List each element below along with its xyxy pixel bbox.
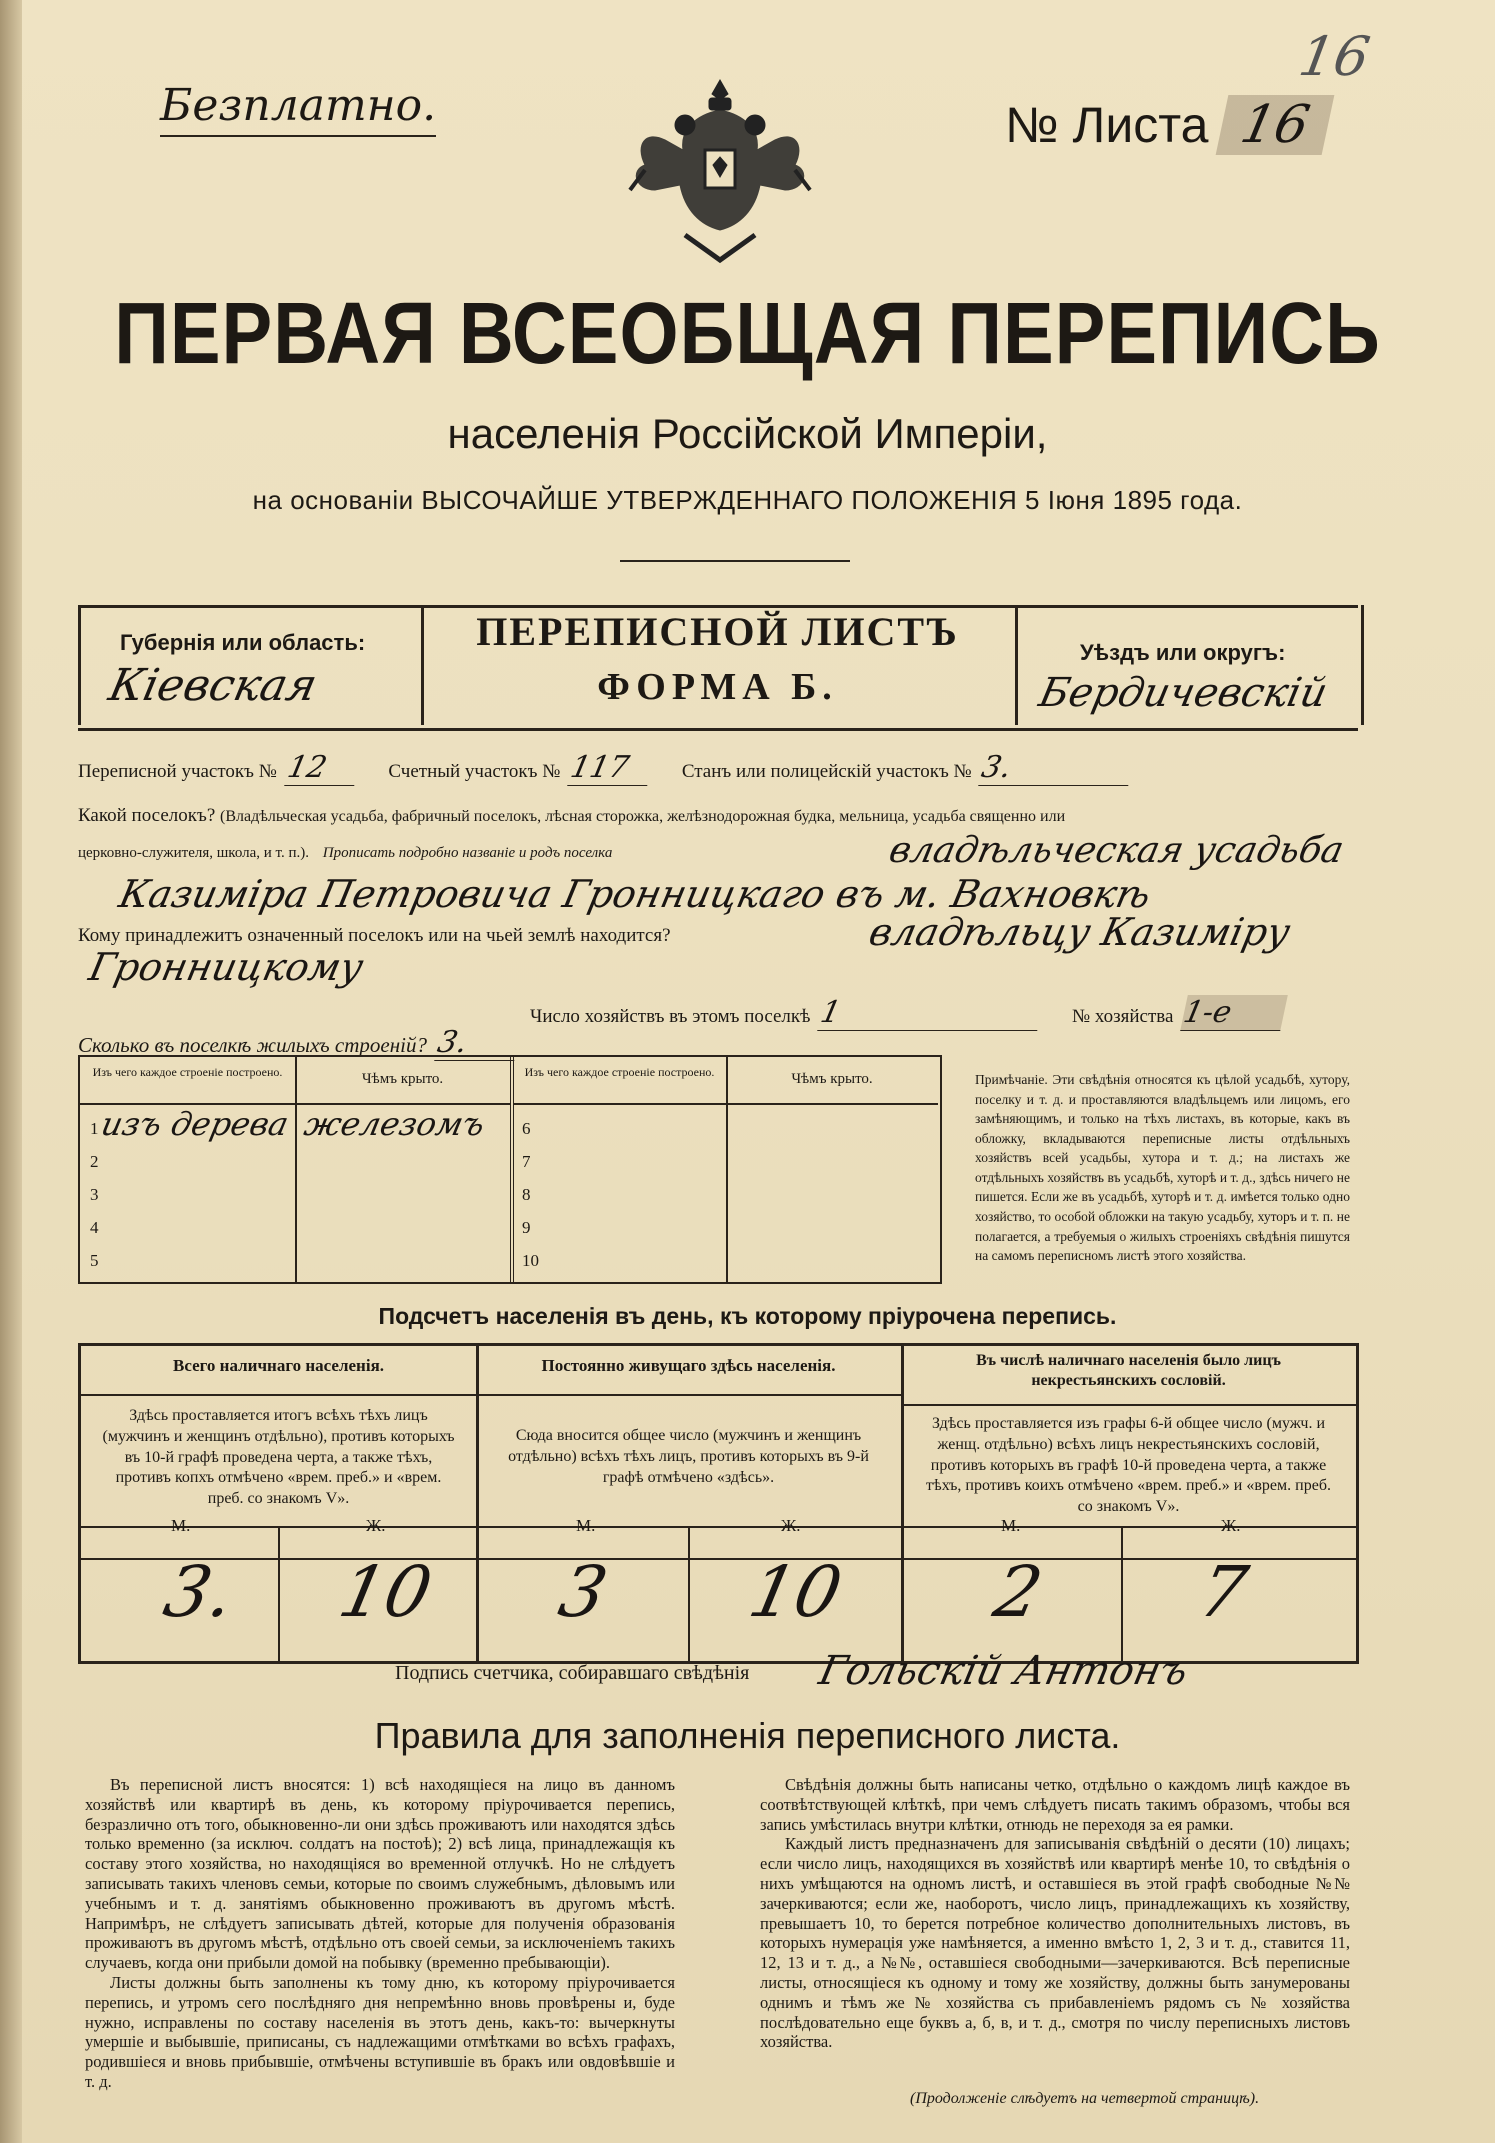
settlement-hint: (Владѣльческая усадьба, фабричный поселокъ, лѣсная сторожка, желѣзнодорожная будка, мельница, усадьба священно или <box>220 808 1066 825</box>
row-number: 1 <box>90 1119 99 1138</box>
owner-line <box>78 925 671 947</box>
f-label: Ж. <box>781 1516 801 1535</box>
buildings-label: Сколько въ поселкѣ жилыхъ строеній? <box>78 1033 427 1057</box>
col-material-header: Изъ чего каждое строеніе построено. <box>80 1057 295 1105</box>
form-title: ПЕРЕПИСНОЙ ЛИСТЪ <box>476 609 959 654</box>
count-col-desc: Здѣсь проставляется изъ графы 6-й общее число (мужч. и женщ. отдѣльно) всѣхъ лицъ некрестьянскихъ сословій, противъ которыхъ въ графѣ 10-й проведена черта, а также тѣхъ, противъ коихъ отмѣчено «врем. преб.» и «врем. преб. со знакомъ V». <box>926 1415 1331 1516</box>
household-no-value: 1-е <box>1180 995 1288 1031</box>
basis-line: на основаніи ВЫСОЧАЙШЕ УТВЕРЖДЕННАГО ПОЛОЖЕНІЯ 5 Іюня 1895 года. <box>252 485 1243 515</box>
buildings-col-roof-right <box>726 1057 938 1282</box>
m-label: М. <box>171 1516 191 1535</box>
rules-right-column <box>760 1775 1350 2052</box>
rules-paragraph: Каждый листъ предназначенъ для записыванія свѣдѣній о десяти (10) лицахъ; если число лицъ, находящихся въ хозяйствѣ или квартирѣ менѣе 10, то свѣдѣнія о нихъ умѣщаются на одномъ листѣ, и оставшіеся въ этой графѣ свободные №№ зачеркиваются; если же, наоборотъ, число лицъ, принадлежащихъ къ хозяйству, превышаетъ 10, то берется потребное количество дополнительныхъ листовъ, въ которыхъ нумерація уже намѣняется, а именно вмѣсто 1, 2, 3 и т. д., ставится 11, 12, 13 и т. д., а №№, оставшіеся свободными—зачеркиваются. Всѣ переписные листы, относящіеся къ одному и тому же хозяйству, должны быть занумерованы однимъ и тѣмъ же № хозяйства съ прибавленіемъ рядомъ съ № хозяйства послѣдовательно еще буквъ а, б, в, и т. д., смотря по числу переписныхъ листовъ хозяйства. <box>760 1834 1350 2052</box>
col-roof-header-2: Чѣмъ крыто. <box>726 1057 938 1105</box>
row1-roof: железомъ <box>300 1105 489 1143</box>
count-col-total <box>81 1346 479 1661</box>
district-line <box>78 750 1138 786</box>
page-corner-number: 16 <box>1294 25 1375 88</box>
households-value: 1 <box>817 995 1045 1031</box>
census-district-value: 12 <box>284 750 362 786</box>
rules-left-column <box>85 1775 675 2092</box>
row-number: 5 <box>90 1251 99 1270</box>
f-label: Ж. <box>366 1516 386 1535</box>
settlement-line <box>78 805 1065 827</box>
owner-question: Кому принадлежитъ означенный поселокъ или на чьей землѣ находится? <box>78 925 671 946</box>
province-label: Губернія или область: <box>120 630 366 655</box>
count-m-value: 2 <box>987 1551 1050 1633</box>
row-number: 3 <box>90 1185 99 1204</box>
form-name: ФОРМА Б. <box>597 666 838 708</box>
count-col-heading: Постоянно живущаго здѣсь населенія. <box>541 1356 836 1375</box>
divider <box>688 1526 690 1661</box>
f-label: Ж. <box>1221 1516 1241 1535</box>
divider <box>620 560 850 562</box>
row-number: 10 <box>522 1251 539 1270</box>
count-col-heading: Всего наличнаго населенія. <box>172 1356 385 1375</box>
buildings-col-roof-left <box>295 1057 514 1282</box>
row-number: 7 <box>522 1152 531 1171</box>
owner-hand-1: владѣльцу Казиміру <box>865 910 1295 954</box>
buildings-col-material-left <box>80 1057 297 1282</box>
divider <box>81 1394 476 1396</box>
row-number: 2 <box>90 1152 99 1171</box>
count-f-value: 7 <box>1192 1551 1255 1633</box>
note: Примѣчаніе. Эти свѣдѣнія относятся къ цѣлой усадьбѣ, хутору, поселку и т. д. и проставляются владѣльцемъ или лицомъ, его замѣняющимъ, и только на тѣхъ листахъ, въ которые, какъ въ обложку, вкладываются переписные листы отдѣльныхъ хозяйствъ всей усадьбы, хутора и т. д.; на листахъ же отдѣльныхъ хозяйствъ въ усадьбѣ, хуторѣ и т. д., здѣсь ничего не пишется. Если же въ усадьбѣ, хуторѣ и т. д. имѣется только одно хозяйство, то особой обложки на такую усадьбу, хуторъ и т. п. не полагается, а требуемыя о жилыхъ строеніяхъ свѣдѣнія пишутся на самомъ переписномъ листѣ этого хозяйства. <box>975 1072 1350 1264</box>
count-f-value: 10 <box>332 1551 439 1633</box>
buildings-table <box>78 1055 942 1284</box>
double-headed-eagle-icon <box>625 70 815 270</box>
m-label: М. <box>576 1516 596 1535</box>
count-col-heading: Въ числѣ наличнаго населенія было лицъ некрестьянскихъ сословій. <box>976 1352 1281 1389</box>
settlement-question: Какой поселокъ? <box>78 805 216 826</box>
owner-hand-2: Гронницкому <box>85 945 368 989</box>
right-row-numbers <box>522 1112 539 1277</box>
police-district-value: 3. <box>979 750 1137 786</box>
signature-value: Гольскій Антонъ <box>815 1648 1192 1694</box>
sheet-number-label: № Листа <box>1005 97 1209 153</box>
settlement-hand-2: Казиміра Петровича Гронницкаго въ м. Вахновкѣ <box>115 872 1155 916</box>
count-title: Подсчетъ населенія въ день, къ которому пріурочена перепись. <box>378 1303 1117 1329</box>
buildings-value: 3. <box>434 1025 522 1061</box>
divider <box>901 1404 1356 1406</box>
row1-material: изъ дерева <box>97 1105 292 1143</box>
col-roof-header: Чѣмъ крыто. <box>295 1057 510 1105</box>
m-label: М. <box>1001 1516 1021 1535</box>
row-number: 9 <box>522 1218 531 1237</box>
signature-label: Подпись счетчика, собиравшаго свѣдѣнія <box>395 1662 750 1684</box>
rules-paragraph: Листы должны быть заполнены къ тому дню, къ которому пріурочивается перепись, и утромъ сего послѣдняго дня непремѣнно вновь провѣрены и, буде нужно, исправлены по составу населенія въ этотъ день, какъ-то: вычеркнуты умершіе и выбывшіе, приписаны, съ надлежащими отмѣтками во всѣхъ графахъ, родившіеся и вновь прибывшіе, отмѣчены вступившіе въ бракъ или овдовѣвшіе и т. д. <box>85 1972 675 2091</box>
district-value: Бердичевскій <box>1035 670 1332 716</box>
settlement-instruction: Прописать подробно названіе и родъ поселка <box>322 845 613 861</box>
divider <box>901 1526 1356 1528</box>
province-value: Кіевская <box>104 660 322 711</box>
divider <box>1121 1526 1123 1661</box>
settlement-hint-2: церковно-служителя, школа, и т. п.). <box>78 845 309 861</box>
continued-note: (Продолженіе слѣдуетъ на четвертой страницѣ). <box>910 2090 1260 2107</box>
count-district-label: Счетный участокъ № <box>388 761 561 782</box>
col-material-header-2: Изъ чего каждое строеніе построено. <box>513 1057 726 1105</box>
count-f-value: 10 <box>742 1551 849 1633</box>
left-row-numbers <box>90 1112 99 1277</box>
households-line <box>530 995 1290 1031</box>
count-col-noncrest <box>901 1346 1356 1661</box>
sub-title: населенія Россійской Имперіи, <box>447 410 1048 457</box>
row-number: 4 <box>90 1218 99 1237</box>
main-title: ПЕРВАЯ ВСЕОБЩАЯ ПЕРЕПИСЬ <box>114 284 1381 383</box>
household-no-label: № хозяйства <box>1071 1006 1174 1027</box>
rules-paragraph: Въ переписной листъ вносятся: 1) всѣ находящіеся на лицо въ данномъ хозяйствѣ или квартирѣ въ день, къ которому пріурочивается перепись, безразлично отъ того, обыкновенно-ли они здѣсь проживаютъ или находятся здѣсь только временно (за исключ. солдатъ на постоѣ); 2) всѣ лица, принадлежащія къ составу этого хозяйства, но находящіяся во временной отлучкѣ. Но не слѣдуетъ записывать такихъ членовъ семьи, которые по своимъ служебнымъ, дѣловымъ или учебнымъ и т. д. занятіямъ обыкновенно проживаютъ въ другомъ мѣстѣ. Напримѣръ, не слѣдуетъ записывать дѣтей, которые для полученія образованія проживаютъ въ другомъ мѣстѣ, отдѣльно отъ своей семьи, за исключеніемъ такихъ случаевъ, когда они прибыли домой на побывку (временно пребывающіи). <box>85 1775 675 1973</box>
count-col-permanent <box>476 1346 904 1661</box>
divider <box>901 1558 1356 1560</box>
row-number: 6 <box>522 1119 531 1138</box>
census-district-label: Переписной участокъ № <box>78 761 277 782</box>
divider <box>278 1526 280 1661</box>
divider <box>476 1394 901 1396</box>
count-district-value: 117 <box>567 750 655 786</box>
count-col-desc: Здѣсь проставляется итогъ всѣхъ тѣхъ лицъ (мужчинъ и женщинъ отдѣльно), противъ которыхъ въ 10-й графѣ проведена черта, а также тѣхъ, противъ копхъ отмѣчено «врем. преб.» и «врем. преб. со знакомъ V». <box>102 1407 455 1508</box>
households-label: Число хозяйствъ въ этомъ поселкѣ <box>530 1006 811 1027</box>
sheet-number <box>1005 95 1329 155</box>
count-col-desc: Сюда вносится общее число (мужчинъ и женщинъ отдѣльно) всѣхъ тѣхъ лицъ, противъ которыхъ въ 9-й графѣ отмѣчено «здѣсь». <box>508 1427 869 1486</box>
district-label: Уѣздъ или округъ: <box>1080 640 1286 665</box>
count-table <box>78 1343 1359 1664</box>
row-number: 8 <box>522 1185 531 1204</box>
count-m-value: 3. <box>157 1551 242 1633</box>
count-m-value: 3 <box>552 1551 615 1633</box>
rules-title: Правила для заполненія переписного листа. <box>374 1715 1121 1756</box>
settlement-hand-1: владѣльческая усадьба <box>885 830 1348 871</box>
settlement-line-2 <box>78 845 612 862</box>
police-district-label: Станъ или полицейскій участокъ № <box>681 761 972 782</box>
buildings-col-material-right <box>513 1057 728 1282</box>
rules-paragraph: Свѣдѣнія должны быть написаны четко, отдѣльно о каждомъ лицѣ каждое въ соотвѣтствующей клѣткѣ, при чемъ слѣдуетъ писать такимъ образомъ, чтобы вся запись умѣстилась внутри клѣтки, отнюдь не переходя за ея рамки. <box>760 1775 1350 1834</box>
free-label: Безплатно. <box>160 80 437 131</box>
sheet-number-value: 16 <box>1216 95 1335 155</box>
